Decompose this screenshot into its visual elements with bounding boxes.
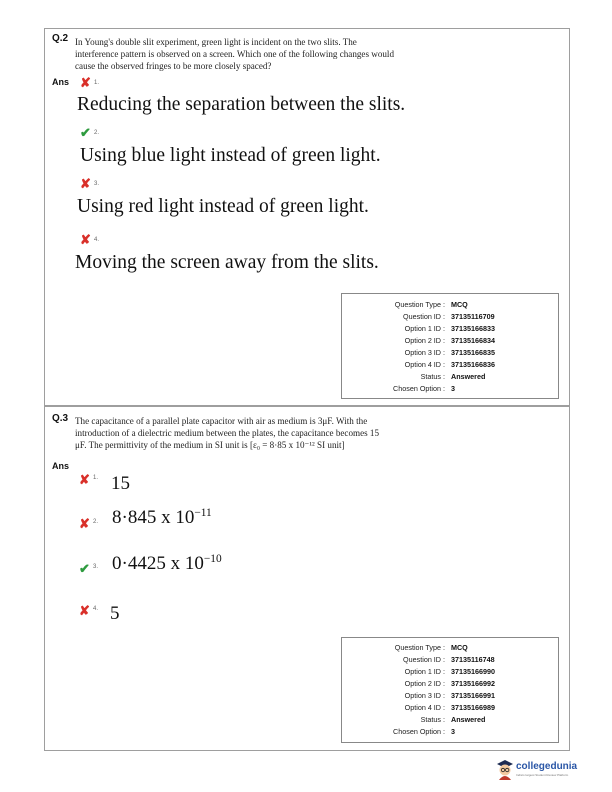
meta-label: Option 4 ID :	[404, 703, 445, 712]
meta-label: Option 2 ID :	[404, 679, 445, 688]
question-text	[75, 36, 394, 72]
meta-label: Chosen Option :	[393, 727, 445, 736]
question-number: Q.2	[52, 33, 69, 44]
option-3-text: Using red light instead of green light.	[77, 196, 369, 217]
option-number: 4.	[93, 606, 99, 612]
check-icon: ✔	[79, 561, 90, 576]
meta-label: Question ID :	[403, 312, 445, 321]
option-number: 1.	[93, 475, 99, 481]
meta-value: 37135166990	[451, 667, 495, 676]
meta-label: Status :	[420, 715, 445, 724]
check-icon: ✔	[80, 125, 91, 140]
brand-tagline: India's largest Student Review Platform	[516, 773, 569, 777]
option-exponent: −10	[203, 553, 222, 566]
option-number: 3.	[93, 564, 99, 570]
meta-label: Option 4 ID :	[404, 360, 445, 369]
question-line: In Young's double slit experiment, green light is incident on the two slits. The	[75, 37, 357, 47]
meta-value: 37135166836	[451, 360, 495, 369]
question-text	[75, 415, 379, 451]
cross-icon: ✘	[79, 516, 90, 531]
cross-icon: ✘	[80, 176, 91, 191]
option-exponent: −11	[194, 507, 212, 520]
option-number: 4.	[94, 237, 100, 243]
option-4-text: Moving the screen away from the slits.	[75, 252, 379, 273]
option-3-text	[112, 553, 222, 575]
meta-value: Answered	[451, 715, 486, 724]
meta-value: 37135166992	[451, 679, 495, 688]
meta-label: Option 3 ID :	[404, 348, 445, 357]
cross-icon: ✘	[79, 472, 90, 487]
option-number: 2.	[94, 130, 100, 136]
meta-value: 37135166833	[451, 324, 495, 333]
meta-label: Question Type :	[394, 643, 445, 652]
cross-icon: ✘	[80, 75, 91, 90]
option-number: 3.	[94, 181, 100, 187]
question-line: cause the observed fringes to be more closely spaced?	[75, 61, 272, 71]
option-2-text: Using blue light instead of green light.	[80, 145, 381, 166]
question-line: μF. The permittivity of the medium in SI unit is [ε₀ = 8·85 x 10⁻¹² SI unit]	[75, 440, 345, 450]
option-1-text: Reducing the separation between the slits.	[77, 94, 406, 115]
meta-value: 37135166989	[451, 703, 495, 712]
cross-icon: ✘	[80, 232, 91, 247]
meta-value: 37135166834	[451, 336, 495, 345]
meta-label: Question Type :	[394, 300, 445, 309]
meta-label: Option 3 ID :	[404, 691, 445, 700]
meta-label: Status :	[420, 372, 445, 381]
answer-label: Ans	[52, 461, 70, 471]
question-line: The capacitance of a parallel plate capacitor with air as medium is 3μF. With the	[75, 416, 368, 426]
meta-label: Option 2 ID :	[404, 336, 445, 345]
question-meta-box	[341, 637, 559, 743]
option-value: 15	[111, 473, 130, 494]
brand-name: collegedunia	[516, 761, 578, 772]
question-line: interference pattern is observed on a screen. Which one of the following changes would	[75, 49, 395, 59]
meta-label: Chosen Option :	[393, 384, 445, 393]
meta-label: Option 1 ID :	[404, 324, 445, 333]
cross-icon: ✘	[79, 603, 90, 618]
option-number: 2.	[93, 519, 99, 525]
meta-value: 3	[451, 384, 455, 393]
option-value: 8·845 x 10	[112, 507, 195, 528]
option-2-text	[112, 507, 212, 529]
question-meta-box	[341, 293, 559, 399]
meta-label: Option 1 ID :	[404, 667, 445, 676]
option-value: 0·4425 x 10	[112, 553, 204, 574]
student-mascot-icon	[496, 758, 514, 780]
answer-label: Ans	[52, 77, 70, 87]
option-number: 1.	[94, 80, 100, 86]
question-line: introduction of a dielectric medium between the plates, the capacitance becomes 15	[75, 428, 380, 438]
meta-value: 3	[451, 727, 455, 736]
option-1-text	[111, 473, 130, 495]
meta-label: Question ID :	[403, 655, 445, 664]
question-number: Q.3	[52, 413, 69, 424]
meta-value: 37135166991	[451, 691, 495, 700]
meta-value: 37135116748	[451, 655, 495, 664]
meta-value: MCQ	[451, 300, 468, 309]
meta-value: 37135166835	[451, 348, 495, 357]
meta-value: MCQ	[451, 643, 468, 652]
meta-value: Answered	[451, 372, 486, 381]
meta-value: 37135116709	[451, 312, 495, 321]
option-value: 5	[110, 603, 120, 624]
option-4-text	[110, 603, 120, 625]
